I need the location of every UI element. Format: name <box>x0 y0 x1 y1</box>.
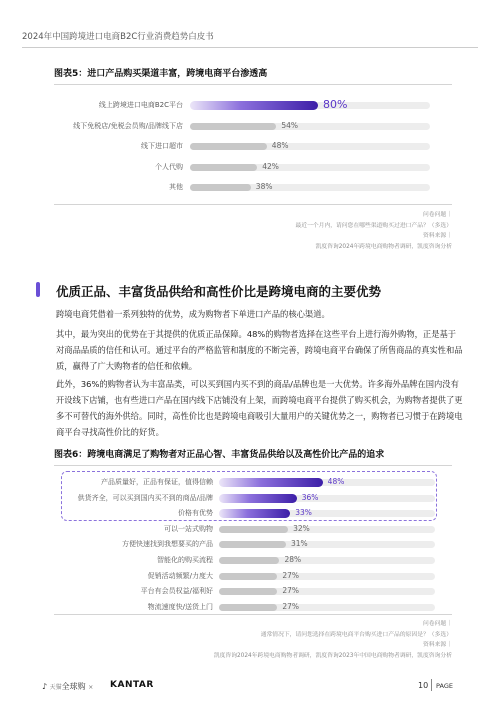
figure6-bar <box>219 604 277 611</box>
figure6-bar-label: 价格有优势 <box>178 509 213 518</box>
figure6-bar-label: 平台有会员权益/福利好 <box>140 587 213 596</box>
figure5-bar-label: 线下免税店/免税会员购/品牌线下店 <box>73 121 183 130</box>
figure6-bottom-rule <box>54 614 452 615</box>
figure5-bar-value: 38% <box>255 182 273 191</box>
figure6-bar-value: 31% <box>290 539 308 549</box>
cross-mark: × <box>88 684 94 691</box>
figure5-bar-label: 其他 <box>169 183 183 191</box>
figure6-bar-label: 促销活动频繁/力度大 <box>147 571 213 580</box>
figure6-bar-value: 27% <box>282 586 299 596</box>
figure6-note-source-label: 资料来源｜ <box>423 642 452 648</box>
paragraph-intro: 跨境电商凭借着一系列独特的优势，成为购物者下单进口产品的核心渠道。 <box>56 309 330 319</box>
figure5-bar-value: 48% <box>271 141 289 150</box>
figure6-notes <box>214 619 452 661</box>
figure6-note-question: 通常情况下，请问您选择在跨境电商平台购买进口产品的原因是？（多选） <box>260 631 452 638</box>
figure5-bar-value: 42% <box>262 161 279 171</box>
figure6-note-source: 凯度咨询2024年跨境电商购物者调研，凯度咨询2023年中国电商购物者调研，凯度咨询分析 <box>213 652 452 659</box>
section-title: 优质正品、丰富货品供给和高性价比是跨境电商的主要优势 <box>56 284 382 299</box>
figure6-bar <box>219 557 279 564</box>
paragraph-quality: 其中，最为突出的优势在于其提供的优质正品保障。48%的购物者选择在这些平台上进行海外购物，正是基于对商品品质的信任和认可。通过平台的严格监管和制度的不断完善，跨境电商平台确保了所售商品的真实性和品质，赢得了广大购物者的信任和依赖。 <box>56 329 463 371</box>
page-label: PAGE <box>436 682 453 690</box>
figure5-bar <box>190 184 251 191</box>
kantar-logo: KANTAR <box>110 680 154 690</box>
figure5-bottom-rule <box>54 204 452 205</box>
figure6-bar-label: 可以一站式购物 <box>164 524 213 533</box>
figure6-bar <box>219 526 288 533</box>
tmall-logo-text: 全球购 <box>61 682 86 691</box>
header-divider <box>22 47 478 48</box>
figure6-bar-value: 28% <box>284 555 302 564</box>
figure5-bar-value: 80% <box>323 98 348 111</box>
figure6-bar <box>219 588 277 595</box>
figure6-bar-value: 32% <box>293 523 310 533</box>
figure5-top-rule <box>54 84 452 85</box>
figure5-bar <box>190 101 318 110</box>
figure5-note-source-label: 资料来源｜ <box>423 233 452 239</box>
figure6-bar <box>219 494 297 503</box>
figure5-bar <box>190 164 257 171</box>
figure6-bar <box>219 541 286 548</box>
figure5-note-question-label: 问卷问题｜ <box>423 212 452 218</box>
tmall-logo-small: 天猫 <box>49 684 62 691</box>
figure6-bar-value: 36% <box>301 492 319 502</box>
figure6-bar <box>219 478 323 487</box>
tmall-icon: ♪ <box>42 682 48 691</box>
section-accent-bar <box>36 282 40 297</box>
paragraph-variety: 此外，36%的购物者认为丰富品类，可以买到国内买不到的商品/品牌也是一大优势。许多海外品牌在国内没有开设线下店铺，也有些进口产品在国内线下店铺没有上架，而跨境电商平台提供了购买机会，为购物者提供了更多不可替代的海外供给。同时，高性价比也是跨境电商吸引大量用户的关键优势之一，购物者已习惯于在跨境电商平台寻找高性价比的好货。 <box>56 379 463 437</box>
figure6-note-question-label: 问卷问题｜ <box>423 621 452 627</box>
figure6-top-rule <box>54 465 452 466</box>
tmall-global-logo <box>42 681 93 692</box>
report-title: 2024年中国跨境进口电商B2C行业消费趋势白皮书 <box>22 32 214 42</box>
footer-separator <box>431 679 432 691</box>
figure5-note-question: 最近一个月内，请问您在哪些渠道购买过进口产品？（多选） <box>295 222 452 229</box>
figure6-bar-label: 产品质量好，正品有保证，值得信赖 <box>101 478 213 486</box>
figure6-bar-label: 物流速度快/送货上门 <box>147 602 213 611</box>
figure5-bar-label: 线下进口超市 <box>141 142 183 150</box>
figure5-notes <box>295 210 452 252</box>
figure6-title: 图表6：跨境电商满足了购物者对正品心智、丰富货品供给以及高性价比产品的追求 <box>54 450 385 460</box>
figure6-bar <box>219 573 277 580</box>
figure5-bar-value: 54% <box>281 120 299 130</box>
figure5-title: 图表5：进口产品购买渠道丰富，跨境电商平台渗透高 <box>54 69 268 79</box>
figure6-bar-value: 27% <box>282 601 299 611</box>
figure5-bar <box>190 123 276 130</box>
figure6-bar-label: 方便快速找到我想要买的产品 <box>122 540 213 549</box>
figure6-bar-value: 33% <box>295 508 312 518</box>
page-number: 10 <box>418 681 429 690</box>
figure6-bar-label: 供货齐全，可以买到国内买不到的商品/品牌 <box>77 493 213 502</box>
figure5-bar-label: 个人代购 <box>155 162 183 171</box>
figure6-bar-label: 智能化的购买流程 <box>157 556 213 564</box>
figure6-bar-value: 48% <box>327 477 345 486</box>
figure6-bar <box>219 509 290 518</box>
figure6-bar-value: 27% <box>282 570 299 580</box>
figure5-bar <box>190 143 267 150</box>
figure5-note-source: 凯度咨询2024年跨境电商购物者调研，凯度咨询分析 <box>315 243 452 250</box>
figure5-bar-label: 线上跨境进口电商B2C平台 <box>98 101 183 109</box>
